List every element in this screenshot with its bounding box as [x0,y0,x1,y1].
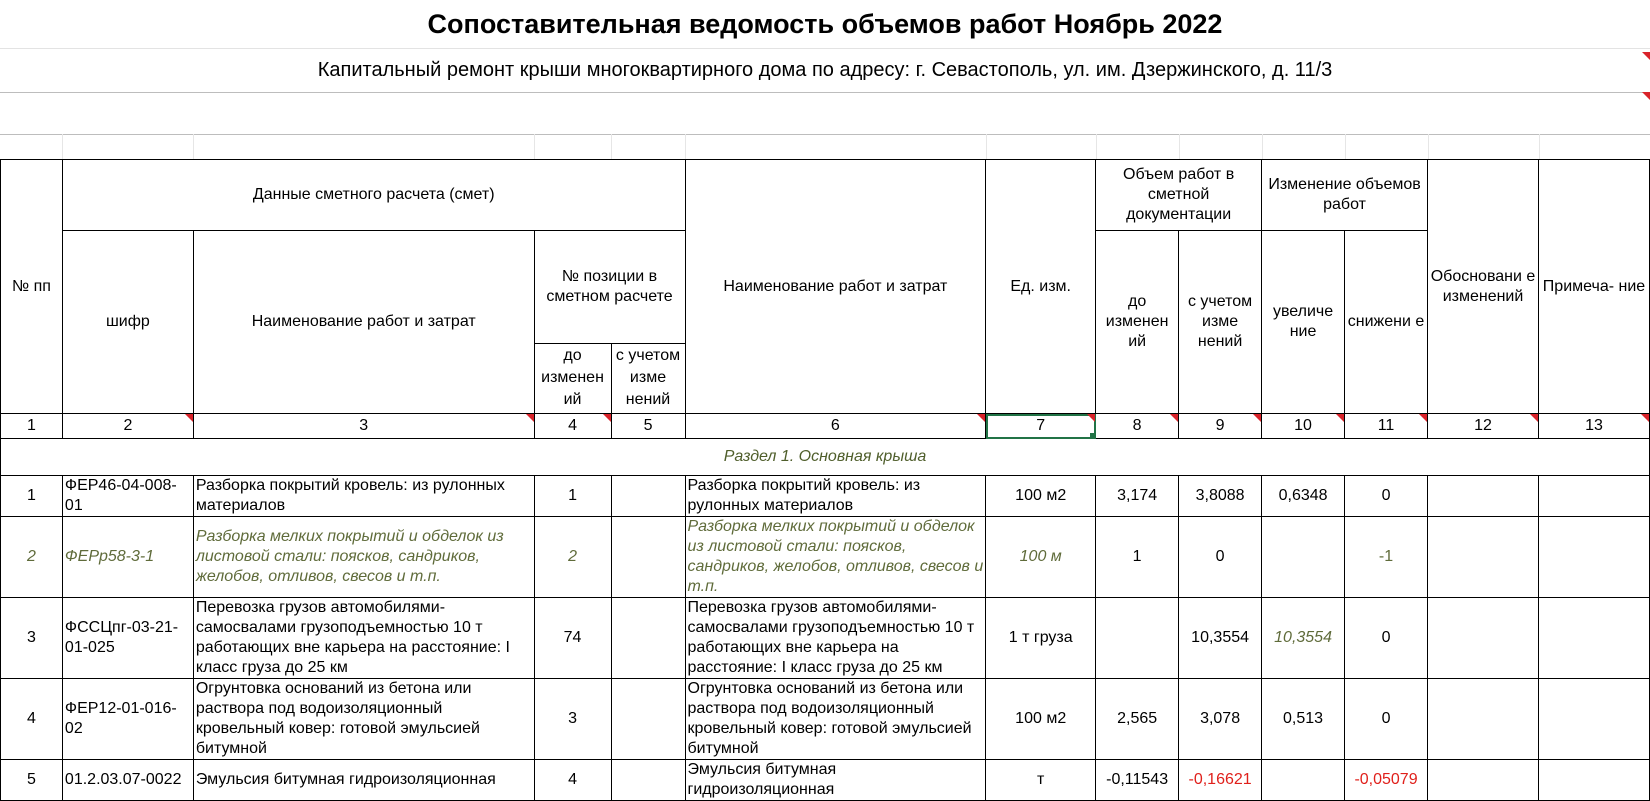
comment-marker-icon [185,414,193,422]
header-position-group[interactable]: № позиции в сметном расчете [534,231,685,344]
header-volume-group[interactable]: Объем работ в сметной документации [1096,160,1262,231]
col-number[interactable]: 13 [1538,414,1649,439]
cell-pos-after[interactable] [611,760,685,801]
cell-unit[interactable]: 100 м [986,517,1096,598]
header-unit[interactable]: Ед. изм. [986,160,1096,414]
header-shifr[interactable]: шифр [62,231,193,414]
header-change-dec[interactable]: снижени е [1345,231,1428,414]
cell-vol-before[interactable]: 1 [1096,517,1179,598]
col-number[interactable]: 9 [1179,414,1262,439]
col-number[interactable]: 12 [1428,414,1539,439]
cell-inc[interactable] [1262,517,1345,598]
comment-marker-icon [1336,414,1344,422]
cell-vol-after[interactable]: 0 [1179,517,1262,598]
empty-grid-row[interactable] [0,134,1650,159]
comparison-table [0,159,1650,801]
cell-unit[interactable]: 100 м2 [986,679,1096,760]
comment-marker-icon [603,414,611,422]
comment-marker-icon [1642,92,1650,100]
comment-marker-icon [1087,414,1095,422]
cell-name[interactable]: Огрунтовка оснований из бетона или раствора под водоизоляционный кровельный ковер: готовой эмульсией битумной [193,679,534,760]
cell-pos-after[interactable] [611,679,685,760]
table-row[interactable] [1,517,1650,598]
header-name2[interactable]: Наименование работ и затрат [685,160,986,414]
cell-dec[interactable]: -1 [1345,517,1428,598]
cell-code[interactable]: ФЕР12-01-016-02 [62,679,193,760]
header-group-smeta[interactable]: Данные сметного расчета (смет) [62,160,685,231]
selected-cell[interactable]: 7 [986,414,1096,439]
col-number[interactable]: 11 [1345,414,1428,439]
col-number[interactable]: 1 [1,414,63,439]
cell-npp[interactable]: 3 [1,598,63,679]
cell-vol-before[interactable]: 2,565 [1096,679,1179,760]
cell-inc[interactable]: 0,6348 [1262,476,1345,517]
cell-npp[interactable]: 1 [1,476,63,517]
cell-code[interactable]: ФЕРр58-3-1 [62,517,193,598]
table-row[interactable] [1,476,1650,517]
comment-marker-icon [1253,414,1261,422]
cell-note[interactable] [1538,760,1649,801]
cell-npp[interactable]: 2 [1,517,63,598]
cell-dec[interactable]: 0 [1345,476,1428,517]
cell-code[interactable]: ФЕР46-04-008-01 [62,476,193,517]
page-subtitle: Капитальный ремонт крыши многоквартирного дома по адресу: г. Севастополь, ул. им. Дзержинского, д. 11/3 [0,48,1650,93]
cell-name[interactable]: Эмульсия битумная гидроизоляционная [193,760,534,801]
header-pos-before[interactable]: до изменен ий [534,344,611,414]
cell-code[interactable]: ФССЦпг-03-21-01-025 [62,598,193,679]
header-change-inc[interactable]: увеличе ние [1262,231,1345,414]
empty-sheet-row[interactable] [0,92,1650,135]
cell-name2[interactable]: Разборка мелких покрытий и обделок из листовой стали: поясков, сандриков, желобов, отливов, свесов и т.п. [685,517,986,598]
cell-inc[interactable]: 0,513 [1262,679,1345,760]
cell-name2[interactable]: Огрунтовка оснований из бетона или раствора под водоизоляционный кровельный ковер: готовой эмульсией битумной [685,679,986,760]
cell-dec[interactable]: 0 [1345,679,1428,760]
table-row[interactable] [1,760,1650,801]
cell-pos-before[interactable]: 4 [534,760,611,801]
cell-vol-before[interactable]: -0,11543 [1096,760,1179,801]
cell-dec[interactable]: -0,05079 [1345,760,1428,801]
cell-note[interactable] [1538,517,1649,598]
table-row[interactable] [1,598,1650,679]
cell-pos-before[interactable]: 1 [534,476,611,517]
col-number[interactable]: 8 [1096,414,1179,439]
header-change-group[interactable]: Изменение объемов работ [1262,160,1428,231]
cell-pos-before[interactable]: 74 [534,598,611,679]
table-row[interactable] [1,679,1650,760]
cell-unit[interactable]: 100 м2 [986,476,1096,517]
cell-pos-after[interactable] [611,517,685,598]
comment-marker-icon [977,414,985,422]
cell-inc[interactable]: 10,3554 [1262,598,1345,679]
comment-marker-icon [1419,414,1427,422]
cell-pos-before[interactable]: 3 [534,679,611,760]
cell-reason[interactable] [1428,598,1539,679]
cell-reason[interactable] [1428,476,1539,517]
cell-reason[interactable] [1428,760,1539,801]
col-number[interactable]: 2 [62,414,193,439]
cell-name2[interactable]: Перевозка грузов автомобилями-самосвалами грузоподъемностью 10 т работающих вне карьера на расстояние: I класс груза до 25 км [685,598,986,679]
comment-marker-icon [1642,52,1650,60]
cell-name[interactable]: Перевозка грузов автомобилями-самосвалами грузоподъемностью 10 т работающих вне карьера на расстояние: I класс груза до 25 км [193,598,534,679]
comment-marker-icon [1530,414,1538,422]
cell-reason[interactable] [1428,679,1539,760]
header-vol-before[interactable]: до изменен ий [1096,231,1179,414]
cell-pos-after[interactable] [611,598,685,679]
cell-vol-before[interactable]: 3,174 [1096,476,1179,517]
cell-dec[interactable]: 0 [1345,598,1428,679]
header-name1[interactable]: Наименование работ и затрат [193,231,534,414]
comment-marker-icon [526,414,534,422]
cell-name[interactable]: Разборка покрытий кровель: из рулонных материалов [193,476,534,517]
cell-pos-before[interactable]: 2 [534,517,611,598]
header-npp[interactable]: № пп [1,160,63,414]
section-title[interactable]: Раздел 1. Основная крыша [1,439,1650,476]
col-number[interactable]: 10 [1262,414,1345,439]
cell-inc[interactable] [1262,760,1345,801]
cell-note[interactable] [1538,679,1649,760]
col-number[interactable]: 5 [611,414,685,439]
cell-npp[interactable]: 5 [1,760,63,801]
page-title: Сопоставительная ведомость объемов работ Ноябрь 2022 [0,0,1650,49]
cell-name2[interactable]: Эмульсия битумная гидроизоляционная [685,760,986,801]
header-pos-after[interactable]: с учетом изме нений [611,344,685,414]
cell-note[interactable] [1538,598,1649,679]
cell-code[interactable]: 01.2.03.07-0022 [62,760,193,801]
cell-vol-before[interactable] [1096,598,1179,679]
cell-note[interactable] [1538,476,1649,517]
cell-name2[interactable]: Разборка покрытий кровель: из рулонных материалов [685,476,986,517]
cell-unit[interactable]: 1 т груза [986,598,1096,679]
cell-pos-after[interactable] [611,476,685,517]
cell-unit[interactable]: т [986,760,1096,801]
cell-vol-after[interactable]: 3,078 [1179,679,1262,760]
col-number[interactable]: 3 [193,414,534,439]
col-number[interactable]: 4 [534,414,611,439]
cell-reason[interactable] [1428,517,1539,598]
header-note[interactable]: Примеча- ние [1538,160,1649,414]
cell-name[interactable]: Разборка мелких покрытий и обделок из листовой стали: поясков, сандриков, желобов, отливов, свесов и т.п. [193,517,534,598]
header-vol-after[interactable]: с учетом изме нений [1179,231,1262,414]
cell-vol-after[interactable]: 3,8088 [1179,476,1262,517]
cell-vol-after[interactable]: -0,16621 [1179,760,1262,801]
col-number[interactable]: 6 [685,414,986,439]
comment-marker-icon [1170,414,1178,422]
comment-marker-icon [1641,414,1649,422]
header-reason[interactable]: Обосновани е изменений [1428,160,1539,414]
cell-vol-after[interactable]: 10,3554 [1179,598,1262,679]
cell-npp[interactable]: 4 [1,679,63,760]
